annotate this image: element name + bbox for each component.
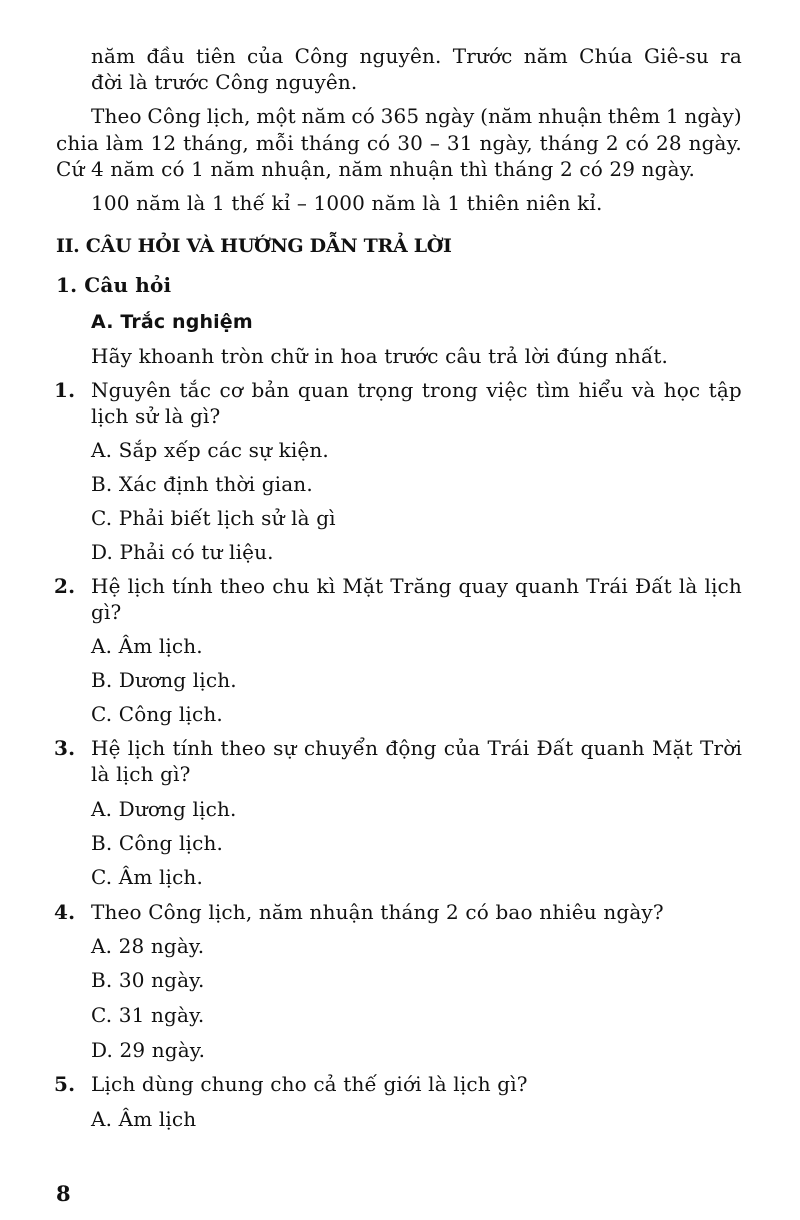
word: Trước [452, 44, 513, 68]
question-text-line-2: là lịch gì? [91, 762, 191, 786]
word: thêm [607, 104, 661, 128]
word: ngày, [479, 131, 533, 155]
word: mỗi [255, 131, 294, 155]
word: động [385, 736, 437, 760]
option-b: B. Dương lịch. [91, 668, 237, 692]
word: và [631, 378, 656, 402]
word: tháng, [183, 131, 249, 155]
word: ngày) [684, 104, 742, 128]
word: Công [294, 44, 349, 68]
question-text-line-1: Theo Công lịch, năm nhuận tháng 2 có bao nhiêu ngày? [91, 900, 664, 924]
word: của [247, 44, 284, 68]
option-d: D. Phải có tư liệu. [91, 540, 274, 564]
intro-p3: 100 năm là 1 thế kỉ – 1000 năm là 1 thiên niên kỉ. [91, 191, 603, 215]
word: trọng [357, 378, 414, 402]
part-title-multiple-choice: A. Trắc nghiệm [91, 311, 253, 333]
word: có [625, 131, 650, 155]
word: Hệ [91, 574, 121, 598]
intro-p2-line-3: Cứ 4 năm có 1 năm nhuận, năm nhuận thì tháng 2 có 29 ngày. [56, 157, 696, 181]
question-text-line-2: gì? [91, 600, 122, 624]
word: quanh [515, 574, 580, 598]
option-d: D. 29 ngày. [91, 1038, 206, 1062]
word: – [429, 131, 440, 155]
question-number: 5. [54, 1072, 76, 1096]
word: Trăng [390, 574, 452, 598]
word: Trái [586, 574, 628, 598]
option-b: B. Công lịch. [91, 831, 223, 855]
option-c: C. Công lịch. [91, 702, 223, 726]
intro-p2-line-1 [91, 103, 742, 129]
word: một [256, 104, 296, 128]
intro-line-2: đời là trước Công nguyên. [91, 70, 358, 94]
option-a: A. Âm lịch. [91, 634, 203, 658]
word: Chúa [579, 44, 633, 68]
word: làm [105, 131, 144, 155]
word: chuyển [303, 736, 379, 760]
word: chu [272, 574, 310, 598]
word: Đất [536, 736, 574, 760]
question-number: 1. [54, 378, 76, 402]
word: 2 [605, 131, 619, 155]
word: bản [251, 378, 290, 402]
page-number: 8 [56, 1181, 71, 1206]
word: năm [523, 44, 568, 68]
subheading-questions: 1. Câu hỏi [56, 273, 172, 297]
question-text-line-1 [91, 377, 742, 403]
word: năm [91, 44, 136, 68]
word: tính [172, 736, 214, 760]
word: tìm [536, 378, 570, 402]
question-text-line-1: Lịch dùng chung cho cả thế giới là lịch gì? [91, 1072, 528, 1096]
word: chia [56, 131, 100, 155]
word: theo [220, 736, 266, 760]
word: Công [147, 104, 202, 128]
word: Hệ [91, 736, 121, 760]
question-text-line-1 [91, 735, 742, 761]
word: là [678, 574, 698, 598]
option-b: B. 30 ngày. [91, 968, 205, 992]
word: ra [720, 44, 742, 68]
option-c: C. Phải biết lịch sử là gì [91, 506, 336, 530]
word: theo [219, 574, 266, 598]
word: 365 [380, 104, 420, 128]
word: Trời [700, 736, 742, 760]
word: quay [458, 574, 509, 598]
question-text-line-1 [91, 573, 742, 599]
word: Trái [487, 736, 530, 760]
word: Mặt [342, 574, 384, 598]
word: học [663, 378, 701, 402]
word: tiên [196, 44, 236, 68]
word: Mặt [651, 736, 693, 760]
question-text-line-2: lịch sử là gì? [91, 404, 221, 428]
option-b: B. Xác định thời gian. [91, 472, 313, 496]
word: (năm [480, 104, 533, 128]
word: tháng [300, 131, 360, 155]
option-a: A. Âm lịch [91, 1107, 197, 1131]
word: nguyên. [359, 44, 442, 68]
instruction: Hãy khoanh tròn chữ in hoa trước câu trả lời đúng nhất. [91, 344, 669, 368]
word: Nguyên [91, 378, 172, 402]
word: lịch, [206, 104, 251, 128]
word: 28 [655, 131, 682, 155]
word: trong [421, 378, 478, 402]
word: năm [301, 104, 346, 128]
word: 30 [397, 131, 423, 155]
option-a: A. Dương lịch. [91, 797, 237, 821]
question-number: 2. [54, 574, 76, 598]
word: ngày [424, 104, 475, 128]
word: cơ [219, 378, 244, 402]
word: hiểu [578, 378, 624, 402]
word: có [351, 104, 375, 128]
word: lịch [127, 574, 166, 598]
word: quanh [580, 736, 645, 760]
intro-line-1 [91, 43, 742, 69]
word: 12 [150, 131, 177, 155]
question-number: 4. [54, 900, 76, 924]
option-c: C. Âm lịch. [91, 865, 203, 889]
word: nhuận [537, 104, 603, 128]
option-a: A. Sắp xếp các sự kiện. [91, 438, 329, 462]
section-heading: II. CÂU HỎI VÀ HƯỚNG DẪN TRẢ LỜI [56, 235, 452, 257]
word: tháng [539, 131, 599, 155]
question-number: 3. [54, 736, 76, 760]
option-c: C. 31 ngày. [91, 1003, 205, 1027]
word: Theo [91, 104, 142, 128]
word: việc [486, 378, 528, 402]
intro-p2-line-2 [56, 130, 742, 156]
option-a: A. 28 ngày. [91, 934, 205, 958]
word: ngày. [688, 131, 742, 155]
word: kì [316, 574, 336, 598]
word: có [366, 131, 391, 155]
word: 1 [665, 104, 679, 128]
word: đầu [146, 44, 185, 68]
word: lịch [704, 574, 742, 598]
word: Giê-su [643, 44, 709, 68]
word: quan [297, 378, 349, 402]
word: Đất [634, 574, 672, 598]
word: lịch [127, 736, 166, 760]
word: 31 [446, 131, 473, 155]
word: của [443, 736, 481, 760]
word: tập [708, 378, 742, 402]
word: tính [172, 574, 213, 598]
word: sự [273, 736, 297, 760]
word: tắc [179, 378, 212, 402]
